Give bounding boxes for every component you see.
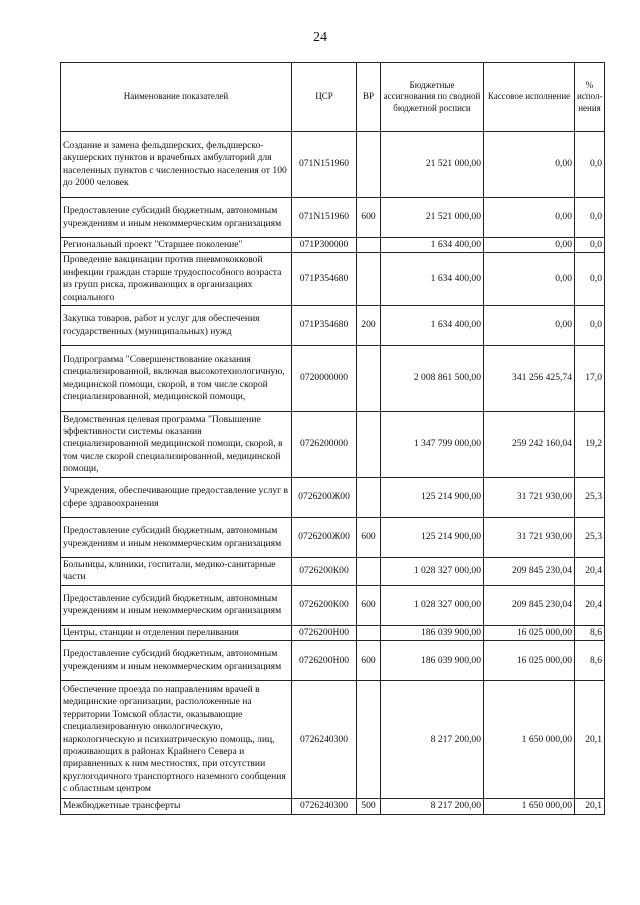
row-name-cell: Предоставление субсидий бюджетным, автономным учреждениям и иным некоммерческим организациям bbox=[61, 641, 292, 681]
table-row bbox=[61, 799, 605, 814]
row-vr-cell bbox=[357, 625, 381, 640]
row-vr-cell: 500 bbox=[357, 799, 381, 814]
row-percent-cell: 8,6 bbox=[575, 641, 605, 681]
row-csr-cell: 071N151960 bbox=[292, 132, 357, 198]
row-name-cell: Создание и замена фельдшерских, фельдшерско-акушерских пунктов и врачебных амбулаторий для населенных пунктов с численностью населения от 100 до 2000 человек bbox=[61, 132, 292, 198]
row-cash-cell: 209 845 230,04 bbox=[484, 585, 575, 625]
row-vr-cell bbox=[357, 478, 381, 518]
row-percent-cell: 0,0 bbox=[575, 253, 605, 306]
row-percent-cell: 20,1 bbox=[575, 681, 605, 799]
row-csr-cell: 071P354680 bbox=[292, 306, 357, 346]
row-csr-cell: 0726200Ж00 bbox=[292, 478, 357, 518]
row-allocation-cell: 1 634 400,00 bbox=[381, 253, 484, 306]
row-vr-cell bbox=[357, 558, 381, 586]
row-allocation-cell: 186 039 900,00 bbox=[381, 641, 484, 681]
row-vr-cell bbox=[357, 346, 381, 412]
row-percent-cell: 8,6 bbox=[575, 625, 605, 640]
row-name-cell: Предоставление субсидий бюджетным, автономным учреждениям и иным некоммерческим организациям bbox=[61, 198, 292, 238]
row-cash-cell: 0,00 bbox=[484, 253, 575, 306]
row-name-cell: Межбюджетные трансферты bbox=[61, 799, 292, 814]
row-percent-cell: 19,2 bbox=[575, 412, 605, 478]
table-row bbox=[61, 253, 605, 306]
row-allocation-cell: 21 521 000,00 bbox=[381, 132, 484, 198]
row-csr-cell: 0726200Ж00 bbox=[292, 518, 357, 558]
row-name-cell: Больницы, клиники, госпитали, медико-санитарные части bbox=[61, 558, 292, 586]
row-allocation-cell: 21 521 000,00 bbox=[381, 198, 484, 238]
row-percent-cell: 0,0 bbox=[575, 198, 605, 238]
row-csr-cell: 0726240300 bbox=[292, 681, 357, 799]
row-vr-cell: 600 bbox=[357, 585, 381, 625]
row-csr-cell: 0726200000 bbox=[292, 412, 357, 478]
table-row bbox=[61, 641, 605, 681]
table-row bbox=[61, 346, 605, 412]
row-vr-cell: 600 bbox=[357, 198, 381, 238]
row-allocation-cell: 1 028 327 000,00 bbox=[381, 558, 484, 586]
row-cash-cell: 16 025 000,00 bbox=[484, 625, 575, 640]
row-allocation-cell: 186 039 900,00 bbox=[381, 625, 484, 640]
row-csr-cell: 0726200К00 bbox=[292, 585, 357, 625]
row-allocation-cell: 8 217 200,00 bbox=[381, 799, 484, 814]
row-cash-cell: 1 650 000,00 bbox=[484, 799, 575, 814]
row-allocation-cell: 2 008 861 500,00 bbox=[381, 346, 484, 412]
row-allocation-cell: 125 214 900,00 bbox=[381, 518, 484, 558]
row-allocation-cell: 1 028 327 000,00 bbox=[381, 585, 484, 625]
row-name-cell: Предоставление субсидий бюджетным, автономным учреждениям и иным некоммерческим организациям bbox=[61, 518, 292, 558]
table-row bbox=[61, 558, 605, 586]
row-cash-cell: 0,00 bbox=[484, 198, 575, 238]
row-name-cell: Обеспечение проезда по направлениям врачей в медицинские организации, расположенные на территории Томской области, оказывающие специализированную онкологическую, наркологическую и психиатрическую помощь, лиц, проживающих в районах Крайнего Севера и приравненных к ним местностях, при отсутствии круглогодичного транспортного наземного сообщения с областным центром bbox=[61, 681, 292, 799]
row-cash-cell: 341 256 425,74 bbox=[484, 346, 575, 412]
row-csr-cell: 071P300000 bbox=[292, 238, 357, 253]
row-allocation-cell: 1 634 400,00 bbox=[381, 238, 484, 253]
row-percent-cell: 0,0 bbox=[575, 238, 605, 253]
row-vr-cell bbox=[357, 681, 381, 799]
header-vr: ВР bbox=[357, 63, 381, 132]
row-vr-cell bbox=[357, 238, 381, 253]
row-percent-cell: 0,0 bbox=[575, 306, 605, 346]
row-vr-cell bbox=[357, 132, 381, 198]
header-cash: Кассовое исполнение bbox=[484, 63, 575, 132]
row-csr-cell: 0726200Н00 bbox=[292, 641, 357, 681]
row-name-cell: Ведомственная целевая программа "Повышение эффективности системы оказания специализированной медицинской помощи, скорой, в том числе скорой специализированной, медицинской помощи, bbox=[61, 412, 292, 478]
row-cash-cell: 259 242 160,04 bbox=[484, 412, 575, 478]
row-vr-cell: 200 bbox=[357, 306, 381, 346]
table-header-row bbox=[61, 63, 605, 132]
row-cash-cell: 0,00 bbox=[484, 238, 575, 253]
row-cash-cell: 31 721 930,00 bbox=[484, 478, 575, 518]
table-row bbox=[61, 585, 605, 625]
row-percent-cell: 25,3 bbox=[575, 518, 605, 558]
row-percent-cell: 25,3 bbox=[575, 478, 605, 518]
row-cash-cell: 0,00 bbox=[484, 132, 575, 198]
row-name-cell: Предоставление субсидий бюджетным, автономным учреждениям и иным некоммерческим организациям bbox=[61, 585, 292, 625]
row-name-cell: Проведение вакцинации против пневмококковой инфекции граждан старше трудоспособного возраста из групп риска, проживающих в организациях социального bbox=[61, 253, 292, 306]
row-vr-cell: 600 bbox=[357, 641, 381, 681]
row-percent-cell: 0,0 bbox=[575, 132, 605, 198]
row-name-cell: Подпрограмма "Совершенствование оказания специализированной, включая высокотехнологичную, медицинской помощи, скорой, в том числе скорой специализированной, медицинской помощи, bbox=[61, 346, 292, 412]
header-name: Наименование показателей bbox=[61, 63, 292, 132]
table-row bbox=[61, 238, 605, 253]
row-csr-cell: 0726200Н00 bbox=[292, 625, 357, 640]
row-allocation-cell: 1 634 400,00 bbox=[381, 306, 484, 346]
row-csr-cell: 071P354680 bbox=[292, 253, 357, 306]
row-vr-cell bbox=[357, 412, 381, 478]
header-allocations: Бюджетные ассигнования по сводной бюджетной росписи bbox=[381, 63, 484, 132]
row-allocation-cell: 8 217 200,00 bbox=[381, 681, 484, 799]
table-row bbox=[61, 412, 605, 478]
row-percent-cell: 20,4 bbox=[575, 585, 605, 625]
row-cash-cell: 1 650 000,00 bbox=[484, 681, 575, 799]
header-percent: % испол-нения bbox=[575, 63, 605, 132]
table-row bbox=[61, 518, 605, 558]
row-cash-cell: 16 025 000,00 bbox=[484, 641, 575, 681]
row-cash-cell: 31 721 930,00 bbox=[484, 518, 575, 558]
row-csr-cell: 071N151960 bbox=[292, 198, 357, 238]
row-csr-cell: 0726200К00 bbox=[292, 558, 357, 586]
table-row bbox=[61, 681, 605, 799]
row-percent-cell: 20,1 bbox=[575, 799, 605, 814]
row-name-cell: Региональный проект "Старшее поколение" bbox=[61, 238, 292, 253]
row-percent-cell: 17,0 bbox=[575, 346, 605, 412]
table-row bbox=[61, 132, 605, 198]
budget-execution-table bbox=[60, 62, 605, 815]
row-cash-cell: 209 845 230,04 bbox=[484, 558, 575, 586]
row-name-cell: Центры, станции и отделения переливания bbox=[61, 625, 292, 640]
row-allocation-cell: 125 214 900,00 bbox=[381, 478, 484, 518]
row-percent-cell: 20,4 bbox=[575, 558, 605, 586]
row-csr-cell: 0726240300 bbox=[292, 799, 357, 814]
row-cash-cell: 0,00 bbox=[484, 306, 575, 346]
table-row bbox=[61, 198, 605, 238]
row-vr-cell: 600 bbox=[357, 518, 381, 558]
row-csr-cell: 0720000000 bbox=[292, 346, 357, 412]
table-row bbox=[61, 306, 605, 346]
row-name-cell: Учреждения, обеспечивающие предоставление услуг в сфере здравоохранения bbox=[61, 478, 292, 518]
page-number: 24 bbox=[313, 30, 327, 45]
table-row bbox=[61, 625, 605, 640]
row-allocation-cell: 1 347 799 000,00 bbox=[381, 412, 484, 478]
header-csr: ЦСР bbox=[292, 63, 357, 132]
table-row bbox=[61, 478, 605, 518]
row-vr-cell bbox=[357, 253, 381, 306]
row-name-cell: Закупка товаров, работ и услуг для обеспечения государственных (муниципальных) нужд bbox=[61, 306, 292, 346]
